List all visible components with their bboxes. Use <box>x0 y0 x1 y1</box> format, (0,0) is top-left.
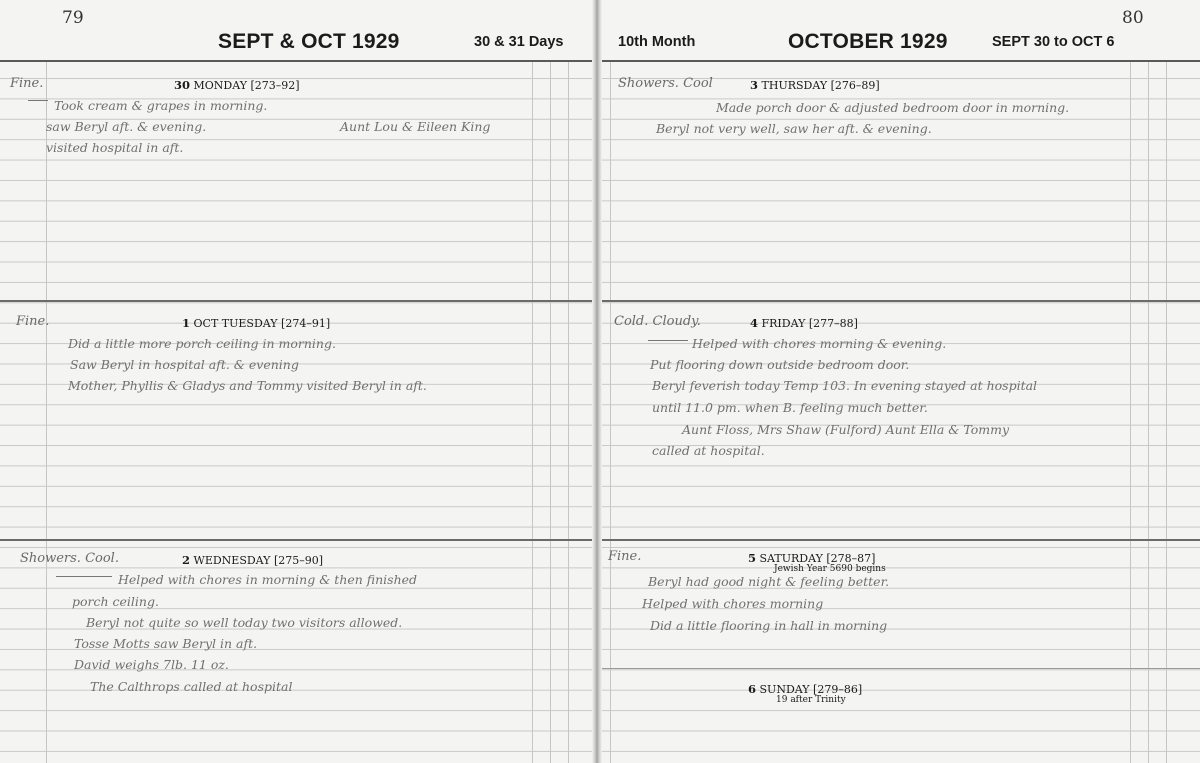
handwritten-line: Beryl had good night & feeling better. <box>648 574 890 589</box>
handwritten-line: Did a little flooring in hall in morning <box>650 618 888 633</box>
day-number: 1 <box>182 316 191 330</box>
handwritten-line: called at hospital. <box>652 443 765 458</box>
handwritten-line: Aunt Lou & Eileen King <box>340 119 491 134</box>
handwritten-line: Helped with chores morning <box>642 596 824 611</box>
column-rule <box>1148 62 1149 763</box>
left-page <box>0 0 596 763</box>
handwritten-line: Helped with chores in morning & then finished <box>118 572 418 587</box>
day-count: [279–86] <box>813 683 863 696</box>
handwritten-line: Mother, Phyllis & Gladys and Tommy visited Beryl in aft. <box>68 378 427 393</box>
day-count: [273–92] <box>250 79 300 92</box>
day-heading <box>182 316 330 330</box>
handwritten-line: Saw Beryl in hospital aft. & evening <box>70 357 299 372</box>
day-number: 2 <box>182 553 191 567</box>
day-label: OCT TUESDAY <box>193 317 278 330</box>
handwritten-line: Helped with chores morning & evening. <box>692 336 947 351</box>
day-heading <box>748 682 862 696</box>
day-subtitle: Jewish Year 5690 begins <box>774 564 886 574</box>
day-count: [278–87] <box>826 552 876 565</box>
handwritten-line: Did a little more porch ceiling in morning. <box>68 336 336 351</box>
day-label: MONDAY <box>193 79 248 92</box>
column-rule <box>568 62 569 763</box>
handwritten-line: Took cream & grapes in morning. <box>54 98 268 113</box>
handwritten-line: Beryl feverish today Temp 103. In evening stayed at hospital <box>652 378 1038 393</box>
day-separator <box>0 300 596 302</box>
day-number: 5 <box>748 551 757 565</box>
day-heading <box>750 316 858 330</box>
weather-note: Cold. Cloudy. <box>614 314 701 329</box>
pen-dash <box>28 100 48 101</box>
day-number: 3 <box>750 78 759 92</box>
handwritten-line: The Calthrops called at hospital <box>90 679 293 694</box>
margin-rule <box>46 62 47 763</box>
weather-note: Showers. Cool <box>618 76 713 91</box>
pen-dash <box>648 340 688 341</box>
day-heading <box>182 553 323 567</box>
day-count: [277–88] <box>808 317 858 330</box>
column-rule <box>1130 62 1131 763</box>
left-page-number: 79 <box>62 8 84 28</box>
handwritten-line: Tosse Motts saw Beryl in aft. <box>74 636 258 651</box>
day-label: SUNDAY <box>759 683 810 696</box>
handwritten-line: Made porch door & adjusted bedroom door in morning. <box>716 100 1070 115</box>
right-page-header <box>598 0 1200 62</box>
column-rule <box>532 62 533 763</box>
day-separator <box>0 539 596 541</box>
day-count: [275–90] <box>273 554 324 567</box>
month-label: 10th Month <box>618 34 696 50</box>
day-number: 4 <box>750 316 759 330</box>
day-number: 6 <box>748 682 757 696</box>
day-label: FRIDAY <box>761 317 806 330</box>
left-page-header <box>0 0 596 62</box>
day-label: WEDNESDAY <box>193 554 271 567</box>
day-separator <box>598 300 1200 302</box>
book-gutter <box>592 0 602 763</box>
right-page-number: 80 <box>1122 8 1144 28</box>
handwritten-line: porch ceiling. <box>72 594 159 609</box>
day-number: 30 <box>174 78 191 92</box>
weather-note: Showers. Cool. <box>20 551 119 566</box>
weather-note: Fine. <box>16 314 50 329</box>
column-rule <box>1166 62 1167 763</box>
day-label: THURSDAY <box>761 79 828 92</box>
pen-dash <box>56 576 112 577</box>
left-page-title: SEPT & OCT 1929 <box>218 30 400 53</box>
weather-note: Fine. <box>608 549 642 564</box>
day-label: SATURDAY <box>759 552 823 565</box>
day-subtitle: 19 after Trinity <box>776 695 846 705</box>
day-heading <box>750 78 880 92</box>
weather-note: Fine. <box>10 76 44 91</box>
handwritten-line: Beryl not quite so well today two visitors allowed. <box>86 615 403 630</box>
day-separator <box>598 668 1200 669</box>
week-label: SEPT 30 to OCT 6 <box>992 34 1115 50</box>
left-days-label: 30 & 31 Days <box>474 34 564 50</box>
handwritten-line: Aunt Floss, Mrs Shaw (Fulford) Aunt Ella & Tommy <box>682 422 1010 437</box>
handwritten-line: until 11.0 pm. when B. feeling much better. <box>652 400 928 415</box>
handwritten-line: saw Beryl aft. & evening. <box>46 119 207 134</box>
handwritten-line: visited hospital in aft. <box>46 140 184 155</box>
day-heading <box>174 78 300 92</box>
day-count: [276–89] <box>830 79 880 92</box>
handwritten-line: Beryl not very well, saw her aft. & evening. <box>656 121 932 136</box>
right-page-title: OCTOBER 1929 <box>788 30 948 53</box>
day-count: [274–91] <box>281 317 331 330</box>
right-page <box>598 0 1200 763</box>
day-separator <box>598 539 1200 541</box>
column-rule <box>550 62 551 763</box>
handwritten-line: David weighs 7lb. 11 oz. <box>74 657 229 672</box>
handwritten-line: Put flooring down outside bedroom door. <box>650 357 910 372</box>
margin-rule <box>610 62 611 763</box>
day-heading <box>748 551 875 565</box>
